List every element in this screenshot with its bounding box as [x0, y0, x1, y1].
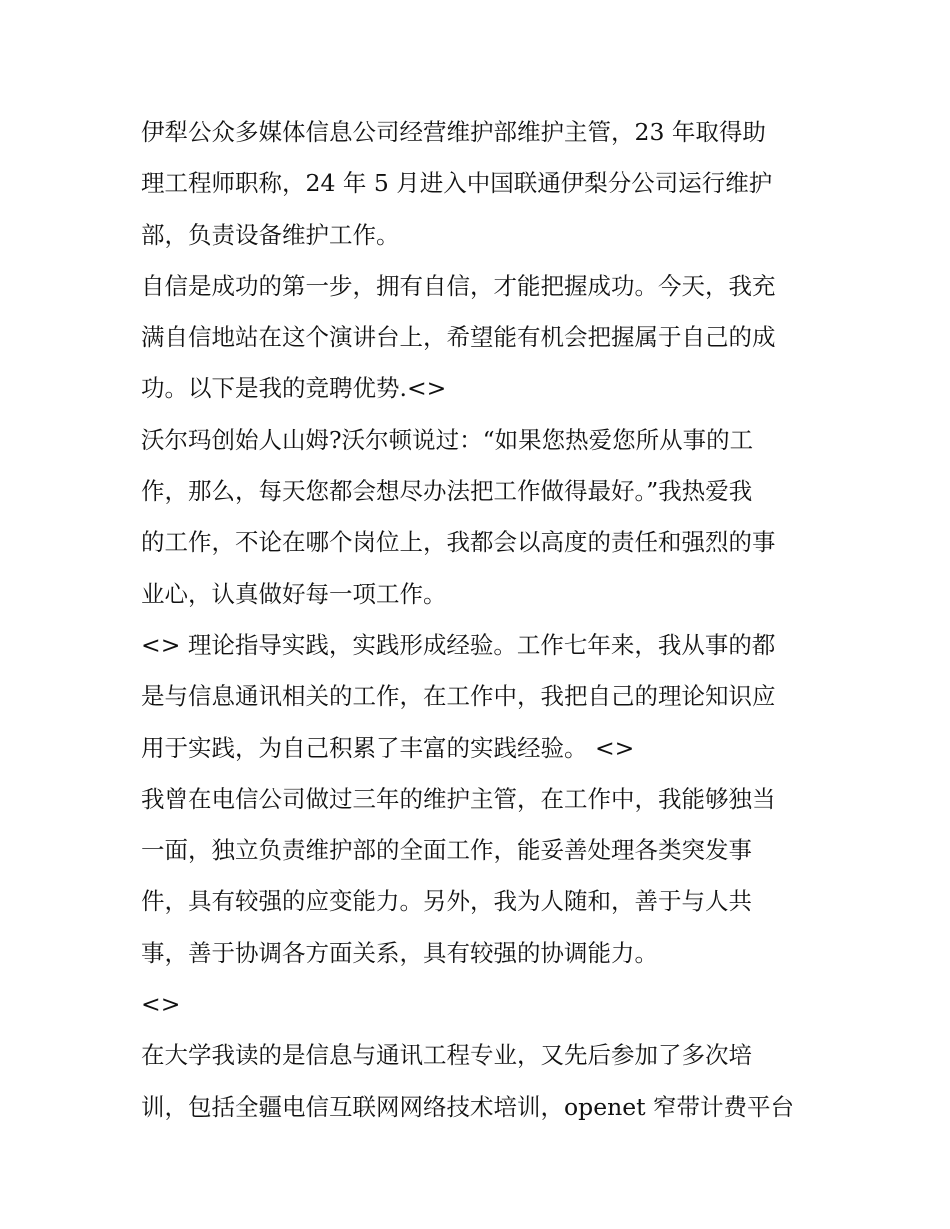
text-line: 自信是成功的第一步，拥有自信，才能把握成功。今天，我充: [141, 271, 776, 300]
text-line: 的工作，不论在哪个岗位上，我都会以高度的责任和强烈的事: [141, 528, 776, 557]
paragraph-background: [141, 107, 821, 261]
paragraph-walton-quote: [141, 415, 821, 620]
text-line: 件，具有较强的应变能力。另外，我为人随和，善于与人共: [141, 887, 752, 916]
text-line: 业心，认真做好每一项工作。: [141, 579, 447, 608]
paragraph-confidence: [141, 261, 821, 415]
text-line: 部，负责设备维护工作。: [141, 220, 400, 249]
text-line: 功。以下是我的竞聘优势.<>: [141, 374, 447, 403]
text-line: 用于实践，为自己积累了丰富的实践经验。 <>: [141, 733, 635, 762]
text-line: 是与信息通讯相关的工作，在工作中，我把自己的理论知识应: [141, 682, 776, 711]
text-line: 一面，独立负责维护部的全面工作，能妥善处理各类突发事: [141, 836, 752, 865]
text-line: <> 理论指导实践，实践形成经验。工作七年来，我从事的都: [141, 630, 776, 659]
text-line: 在大学我读的是信息与通讯工程专业，又先后参加了多次培: [141, 1041, 752, 1070]
paragraph-separator: [141, 979, 821, 1030]
text-line: 训，包括全疆电信互联网网络技术培训，openet 窄带计费平台: [141, 1092, 795, 1121]
paragraph-education: [141, 1030, 821, 1133]
document-body: [141, 107, 821, 1133]
text-line: 沃尔玛创始人山姆?沃尔顿说过：“如果您热爱您所从事的工: [141, 425, 754, 454]
text-line: 理工程师职称，24 年 5 月进入中国联通伊梨分公司运行维护: [141, 169, 773, 198]
text-line: 满自信地站在这个演讲台上，希望能有机会把握属于自己的成: [141, 323, 776, 352]
text-line: <>: [141, 990, 181, 1019]
paragraph-experience: [141, 620, 821, 774]
text-line: 伊犁公众多媒体信息公司经营维护部维护主管，23 年取得助: [141, 118, 766, 146]
text-line: 作，那么，每天您都会想尽办法把工作做得最好。”我热爱我: [141, 477, 753, 506]
text-line: 我曾在电信公司做过三年的维护主管，在工作中，我能够独当: [141, 784, 776, 813]
paragraph-maintenance-supervisor: [141, 774, 821, 979]
text-line: 事，善于协调各方面关系，具有较强的协调能力。: [141, 938, 658, 967]
